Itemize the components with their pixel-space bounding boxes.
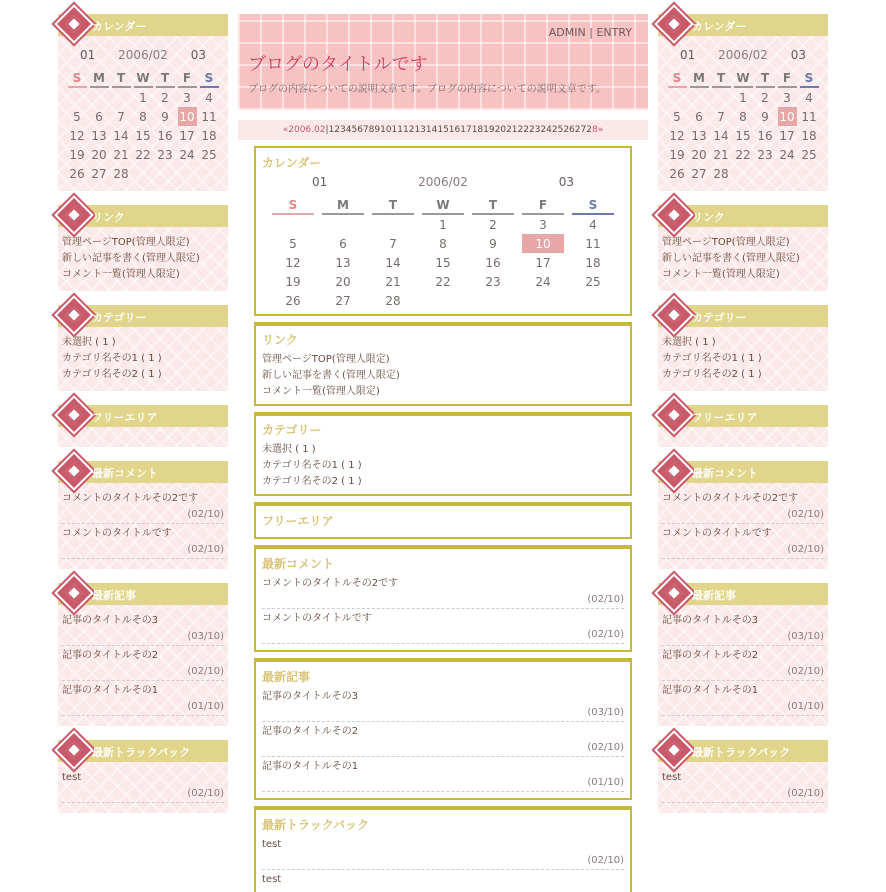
weekday-header: T bbox=[156, 70, 175, 88]
weekday-header: T bbox=[472, 197, 514, 215]
calendar-day: 5 bbox=[73, 109, 81, 124]
calendar-day: 23 bbox=[485, 274, 501, 289]
comments-heading: 最新コメント bbox=[58, 461, 228, 483]
article-date: (02/10) bbox=[62, 664, 224, 681]
article-date: (01/10) bbox=[62, 699, 224, 716]
calendar-day bbox=[800, 164, 819, 183]
calendar-table bbox=[65, 70, 222, 183]
blog-title[interactable]: ブログのタイトルです bbox=[248, 54, 428, 75]
divider bbox=[254, 798, 632, 808]
calendar-day: 15 bbox=[735, 128, 751, 143]
calendar-day: 3 bbox=[183, 90, 191, 105]
calendar-day: 24 bbox=[779, 147, 795, 162]
calendar-day: 27 bbox=[91, 166, 107, 181]
calendar-day: 14 bbox=[385, 255, 401, 270]
divider bbox=[254, 650, 632, 660]
calendar-day bbox=[690, 88, 709, 107]
calendar-day: 7 bbox=[117, 109, 125, 124]
calendar-day: 18 bbox=[201, 128, 217, 143]
calendar-day: 27 bbox=[335, 293, 351, 308]
calendar-day: 16 bbox=[485, 255, 501, 270]
main-column bbox=[238, 14, 648, 892]
calendar-day-today[interactable]: 10 bbox=[178, 107, 197, 126]
box-title: 最新コメント bbox=[262, 557, 335, 571]
calendar-day: 28 bbox=[713, 166, 729, 181]
links-heading: リンク bbox=[658, 205, 828, 227]
calendar-day: 6 bbox=[95, 109, 103, 124]
weekday-header: W bbox=[734, 70, 753, 88]
article-link[interactable]: 記事のタイトルその2 bbox=[662, 650, 759, 661]
calendar-day: 8 bbox=[439, 236, 447, 251]
article-link[interactable]: 記事のタイトルその1 bbox=[262, 761, 359, 772]
calendar-day bbox=[156, 164, 175, 183]
category-item[interactable]: 未選択 ( 1 ) bbox=[262, 444, 316, 455]
weekday-header: W bbox=[422, 197, 464, 215]
calendar-day: 20 bbox=[335, 274, 351, 289]
calendar-day: 20 bbox=[91, 147, 107, 162]
weekday-header: T bbox=[756, 70, 775, 88]
categories-widget bbox=[58, 327, 228, 391]
links-widget bbox=[658, 227, 828, 291]
calendar-day: 13 bbox=[691, 128, 707, 143]
box-title: カレンダー bbox=[262, 156, 322, 170]
box-title: 最新トラックバック bbox=[262, 818, 370, 832]
calendar-day: 1 bbox=[439, 217, 447, 232]
calendar-day: 17 bbox=[535, 255, 551, 270]
articles-heading: 最新記事 bbox=[658, 583, 828, 605]
calendar-prev-link[interactable]: 01 bbox=[680, 48, 696, 62]
comment-date: (02/10) bbox=[262, 627, 624, 644]
main-comments-box bbox=[254, 547, 632, 650]
calendar-day: 19 bbox=[69, 147, 85, 162]
calendar-day: 16 bbox=[157, 128, 173, 143]
comment-link[interactable]: コメントのタイトルです bbox=[62, 528, 172, 539]
calendar-day: 17 bbox=[179, 128, 195, 143]
category-item[interactable]: カテゴリ名その2 ( 1 ) bbox=[62, 369, 162, 380]
calendar-month: 2006/02 bbox=[718, 48, 768, 62]
calendar-day: 23 bbox=[157, 147, 173, 162]
calendar-day: 22 bbox=[135, 147, 151, 162]
calendar-day: 4 bbox=[805, 90, 813, 105]
calendar-day bbox=[112, 88, 131, 107]
free-area-widget bbox=[658, 427, 828, 447]
calendar-day: 18 bbox=[801, 128, 817, 143]
calendar-day: 12 bbox=[285, 255, 301, 270]
calendar-next-link[interactable]: 03 bbox=[558, 175, 574, 189]
calendar-day: 14 bbox=[113, 128, 129, 143]
calendar-widget bbox=[58, 36, 228, 191]
trackback-date: (02/10) bbox=[62, 786, 224, 803]
calendar-day: 3 bbox=[783, 90, 791, 105]
calendar-day bbox=[200, 164, 219, 183]
calendar-day: 15 bbox=[135, 128, 151, 143]
calendar-day: 18 bbox=[585, 255, 601, 270]
calendar-day: 28 bbox=[385, 293, 401, 308]
article-link[interactable]: 記事のタイトルその3 bbox=[662, 615, 759, 626]
category-item[interactable]: カテゴリ名その1 ( 1 ) bbox=[662, 353, 762, 364]
weekday-header: F bbox=[522, 197, 564, 215]
calendar-month: 2006/02 bbox=[418, 175, 468, 189]
link-item[interactable]: コメント一覧(管理人限定) bbox=[262, 386, 380, 397]
main-trackbacks-box bbox=[254, 808, 632, 892]
article-link[interactable]: 記事のタイトルその2 bbox=[62, 650, 159, 661]
link-item[interactable]: 新しい記事を書く(管理人限定) bbox=[62, 253, 200, 264]
comments-widget bbox=[58, 483, 228, 569]
calendar-day bbox=[522, 291, 564, 310]
link-item[interactable]: 新しい記事を書く(管理人限定) bbox=[262, 370, 400, 381]
calendar-day bbox=[668, 88, 687, 107]
calendar-day: 12 bbox=[669, 128, 685, 143]
calendar-widget bbox=[658, 36, 828, 191]
calendar-day: 21 bbox=[713, 147, 729, 162]
calendar-day: 4 bbox=[589, 217, 597, 232]
calendar-day: 7 bbox=[389, 236, 397, 251]
calendar-day: 7 bbox=[717, 109, 725, 124]
article-date: (01/10) bbox=[662, 699, 824, 716]
right-sidebar bbox=[658, 14, 828, 827]
category-item[interactable]: カテゴリ名その2 ( 1 ) bbox=[262, 476, 362, 487]
comment-link[interactable]: コメントのタイトルその2です bbox=[662, 493, 799, 504]
calendar-day: 12 bbox=[69, 128, 85, 143]
weekday-header: M bbox=[322, 197, 364, 215]
calendar-day: 3 bbox=[539, 217, 547, 232]
calendar-day: 21 bbox=[113, 147, 129, 162]
calendar-day: 11 bbox=[585, 236, 601, 251]
calendar-day: 5 bbox=[289, 236, 297, 251]
weekday-header: F bbox=[778, 70, 797, 88]
categories-heading: カテゴリー bbox=[658, 305, 828, 327]
comments-heading: 最新コメント bbox=[658, 461, 828, 483]
comment-link[interactable]: コメントのタイトルその2です bbox=[62, 493, 199, 504]
calendar-day: 11 bbox=[801, 109, 817, 124]
calendar-heading: カレンダー bbox=[58, 14, 228, 36]
link-item[interactable]: コメント一覧(管理人限定) bbox=[662, 269, 780, 280]
calendar-day: 8 bbox=[739, 109, 747, 124]
articles-widget bbox=[658, 605, 828, 726]
links-widget bbox=[58, 227, 228, 291]
calendar-day bbox=[778, 164, 797, 183]
category-item[interactable]: カテゴリ名その2 ( 1 ) bbox=[662, 369, 762, 380]
calendar-day-today[interactable]: 10 bbox=[522, 234, 564, 253]
box-title: 最新記事 bbox=[262, 670, 311, 684]
calendar-day bbox=[178, 164, 197, 183]
article-link[interactable]: 記事のタイトルその3 bbox=[62, 615, 159, 626]
calendar-day: 25 bbox=[585, 274, 601, 289]
weekday-header: M bbox=[90, 70, 109, 88]
blog-description: ブログの内容についての説明文章です。ブログの内容についての説明文章です。 bbox=[248, 84, 606, 95]
free-area-heading: フリーエリア bbox=[58, 405, 228, 427]
article-link[interactable]: 記事のタイトルその3 bbox=[262, 691, 359, 702]
calendar-prev-link[interactable]: 01 bbox=[80, 48, 96, 62]
calendar-day: 2 bbox=[761, 90, 769, 105]
calendar-day: 9 bbox=[489, 236, 497, 251]
weekday-header: T bbox=[372, 197, 414, 215]
calendar-day bbox=[90, 88, 109, 107]
comment-link[interactable]: コメントのタイトルです bbox=[262, 613, 372, 624]
main-links-box bbox=[254, 324, 632, 404]
comment-date: (02/10) bbox=[62, 507, 224, 524]
calendar-table bbox=[264, 197, 622, 310]
main-calendar-box bbox=[254, 146, 632, 314]
main-categories-box bbox=[254, 414, 632, 494]
divider bbox=[254, 537, 632, 547]
calendar-day: 1 bbox=[739, 90, 747, 105]
calendar-day: 28 bbox=[113, 166, 129, 181]
calendar-day: 2 bbox=[161, 90, 169, 105]
pager-days[interactable]: 1234567891011121314151617181920212223242526272 bbox=[328, 125, 592, 135]
comment-date: (02/10) bbox=[262, 592, 624, 609]
weekday-header: T bbox=[112, 70, 131, 88]
weekday-header: M bbox=[690, 70, 709, 88]
weekday-header: S bbox=[200, 70, 219, 88]
weekday-header: S bbox=[68, 70, 87, 88]
left-sidebar bbox=[58, 14, 228, 827]
comment-link[interactable]: コメントのタイトルです bbox=[662, 528, 772, 539]
calendar-day: 16 bbox=[757, 128, 773, 143]
date-pager: «2006.02|12345678910111213141516171819202122232425262728» bbox=[238, 120, 648, 140]
divider bbox=[254, 314, 632, 324]
category-item[interactable]: カテゴリ名その1 ( 1 ) bbox=[262, 460, 362, 471]
calendar-day: 13 bbox=[91, 128, 107, 143]
calendar-day: 17 bbox=[779, 128, 795, 143]
trackbacks-heading: 最新トラックバック bbox=[58, 740, 228, 762]
calendar-day: 26 bbox=[285, 293, 301, 308]
comment-date: (02/10) bbox=[662, 507, 824, 524]
calendar-day: 24 bbox=[179, 147, 195, 162]
trackback-link[interactable]: test bbox=[262, 874, 282, 885]
calendar-day: 23 bbox=[757, 147, 773, 162]
calendar-day: 21 bbox=[385, 274, 401, 289]
categories-heading: カテゴリー bbox=[58, 305, 228, 327]
pager-next-link[interactable]: 8» bbox=[591, 125, 604, 135]
weekday-header: F bbox=[178, 70, 197, 88]
calendar-day: 11 bbox=[201, 109, 217, 124]
calendar-day bbox=[572, 291, 614, 310]
box-title: フリーエリア bbox=[262, 514, 334, 528]
article-link[interactable]: 記事のタイトルその2 bbox=[262, 726, 359, 737]
weekday-header: S bbox=[800, 70, 819, 88]
trackback-date: (02/10) bbox=[262, 853, 624, 870]
calendar-day bbox=[472, 291, 514, 310]
calendar-day: 25 bbox=[801, 147, 817, 162]
calendar-day: 26 bbox=[69, 166, 85, 181]
calendar-day bbox=[756, 164, 775, 183]
weekday-header: S bbox=[572, 197, 614, 215]
article-date: (03/10) bbox=[62, 629, 224, 646]
links-heading: リンク bbox=[58, 205, 228, 227]
pager-prev-link[interactable]: «2006.02 bbox=[282, 125, 326, 135]
box-title: リンク bbox=[262, 333, 298, 347]
category-item[interactable]: 未選択 ( 1 ) bbox=[662, 337, 716, 348]
comments-widget bbox=[658, 483, 828, 569]
free-area-heading: フリーエリア bbox=[658, 405, 828, 427]
calendar-next-link[interactable]: 03 bbox=[790, 48, 806, 62]
admin-link[interactable]: ADMIN bbox=[548, 26, 586, 39]
calendar-day: 2 bbox=[489, 217, 497, 232]
calendar-day: 20 bbox=[691, 147, 707, 162]
weekday-header: T bbox=[712, 70, 731, 88]
calendar-day: 27 bbox=[691, 166, 707, 181]
article-date: (01/10) bbox=[262, 775, 624, 792]
articles-heading: 最新記事 bbox=[58, 583, 228, 605]
calendar-day: 19 bbox=[285, 274, 301, 289]
calendar-day bbox=[322, 215, 364, 234]
calendar-prev-link[interactable]: 01 bbox=[312, 175, 328, 189]
calendar-day bbox=[134, 164, 153, 183]
calendar-day: 14 bbox=[713, 128, 729, 143]
divider bbox=[254, 494, 632, 504]
link-item[interactable]: 管理ページTOP(管理人限定) bbox=[62, 237, 190, 248]
link-item[interactable]: コメント一覧(管理人限定) bbox=[62, 269, 180, 280]
trackback-link[interactable]: test bbox=[262, 839, 282, 850]
article-date: (03/10) bbox=[262, 705, 624, 722]
trackbacks-heading: 最新トラックバック bbox=[658, 740, 828, 762]
calendar-day bbox=[734, 164, 753, 183]
weekday-header: W bbox=[134, 70, 153, 88]
calendar-day bbox=[422, 291, 464, 310]
calendar-day: 26 bbox=[669, 166, 685, 181]
comment-date: (02/10) bbox=[662, 542, 824, 559]
calendar-day: 24 bbox=[535, 274, 551, 289]
main-articles-box bbox=[254, 660, 632, 798]
calendar-day: 19 bbox=[669, 147, 685, 162]
weekday-header: S bbox=[668, 70, 687, 88]
calendar-next-link[interactable]: 03 bbox=[190, 48, 206, 62]
calendar-day-today[interactable]: 10 bbox=[778, 107, 797, 126]
calendar-day bbox=[712, 88, 731, 107]
link-item[interactable]: 管理ページTOP(管理人限定) bbox=[662, 237, 790, 248]
link-item[interactable]: 管理ページTOP(管理人限定) bbox=[262, 354, 390, 365]
trackback-date: (02/10) bbox=[662, 786, 824, 803]
calendar-day: 8 bbox=[139, 109, 147, 124]
calendar-day: 6 bbox=[695, 109, 703, 124]
article-date: (02/10) bbox=[262, 740, 624, 757]
calendar-day: 22 bbox=[435, 274, 451, 289]
calendar-heading: カレンダー bbox=[658, 14, 828, 36]
calendar-month: 2006/02 bbox=[118, 48, 168, 62]
comment-link[interactable]: コメントのタイトルその2です bbox=[262, 578, 399, 589]
category-item[interactable]: カテゴリ名その1 ( 1 ) bbox=[62, 353, 162, 364]
calendar-day bbox=[272, 215, 314, 234]
calendar-day: 9 bbox=[161, 109, 169, 124]
trackbacks-widget bbox=[658, 762, 828, 813]
article-link[interactable]: 記事のタイトルその1 bbox=[62, 685, 159, 696]
free-area-widget bbox=[58, 427, 228, 447]
trackbacks-widget bbox=[58, 762, 228, 813]
calendar-day: 13 bbox=[335, 255, 351, 270]
calendar-day: 25 bbox=[201, 147, 217, 162]
divider bbox=[254, 404, 632, 414]
article-link[interactable]: 記事のタイトルその1 bbox=[662, 685, 759, 696]
calendar-day: 9 bbox=[761, 109, 769, 124]
calendar-day: 15 bbox=[435, 255, 451, 270]
trackback-link[interactable]: test bbox=[662, 772, 682, 783]
link-item[interactable]: 新しい記事を書く(管理人限定) bbox=[662, 253, 800, 264]
weekday-header: S bbox=[272, 197, 314, 215]
calendar-day: 5 bbox=[673, 109, 681, 124]
comment-date: (02/10) bbox=[62, 542, 224, 559]
entry-link[interactable]: ENTRY bbox=[596, 26, 632, 39]
calendar-table bbox=[665, 70, 822, 183]
article-date: (02/10) bbox=[662, 664, 824, 681]
calendar-day bbox=[372, 215, 414, 234]
calendar-day: 4 bbox=[205, 90, 213, 105]
article-date: (03/10) bbox=[662, 629, 824, 646]
main-free-area-box bbox=[254, 504, 632, 537]
calendar-day: 1 bbox=[139, 90, 147, 105]
calendar-day: 22 bbox=[735, 147, 751, 162]
category-item[interactable]: 未選択 ( 1 ) bbox=[62, 337, 116, 348]
trackback-link[interactable]: test bbox=[62, 772, 82, 783]
categories-widget bbox=[658, 327, 828, 391]
articles-widget bbox=[58, 605, 228, 726]
box-title: カテゴリー bbox=[262, 423, 322, 437]
calendar-day bbox=[68, 88, 87, 107]
calendar-day: 6 bbox=[339, 236, 347, 251]
blog-header: ADMIN | ENTRY ブログのタイトルです ブログの内容についての説明文章です。ブログの内容についての説明文章です。 bbox=[238, 14, 648, 110]
